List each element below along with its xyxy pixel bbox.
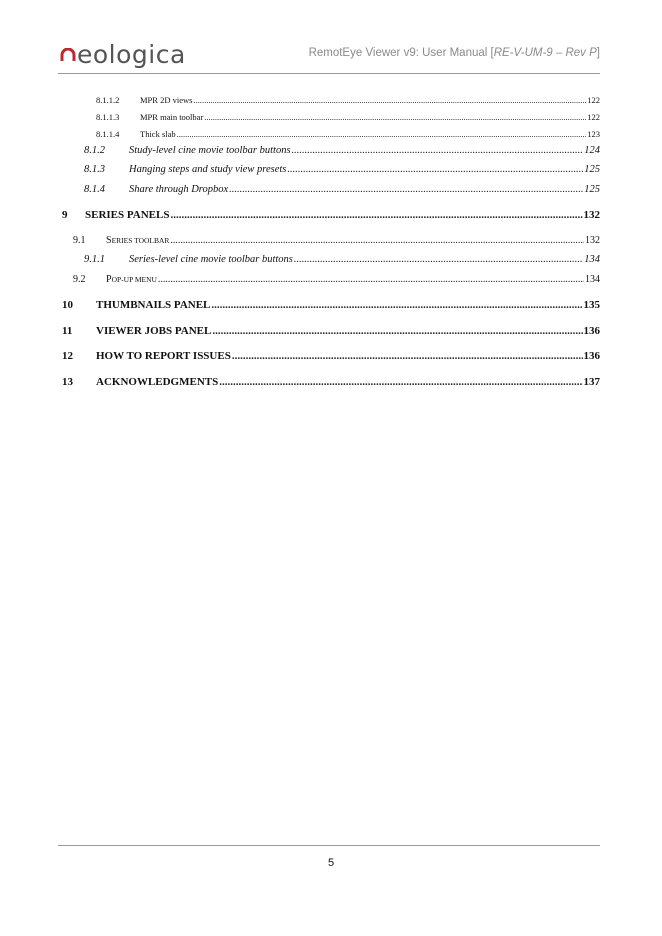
toc-entry[interactable]	[62, 350, 600, 362]
toc-number: 9.2	[73, 274, 86, 285]
toc-number: 9.1	[73, 235, 86, 246]
toc-number: 8.1.1.2	[96, 95, 120, 105]
toc-title: THUMBNAILS PANEL	[96, 299, 211, 311]
company-logo	[60, 40, 186, 70]
toc-page: 124	[584, 145, 600, 156]
toc-number: 8.1.1.4	[96, 129, 120, 139]
toc-page: 125	[584, 184, 600, 195]
toc-leader	[170, 235, 584, 246]
toc-entry[interactable]	[96, 112, 600, 122]
toc-number: 8.1.1.3	[96, 112, 120, 122]
toc-title: HOW TO REPORT ISSUES	[96, 350, 231, 362]
toc-title-initial: S	[106, 235, 112, 246]
toc-number: 11	[62, 325, 73, 337]
toc-entry[interactable]	[84, 164, 600, 175]
toc-page: 122	[587, 112, 600, 122]
toc-number: 9.1.1	[84, 254, 105, 265]
toc-entry[interactable]	[96, 95, 600, 105]
toc-leader	[292, 145, 584, 156]
header-divider	[58, 73, 600, 74]
toc-number: 13	[62, 376, 73, 388]
toc-title-initial: P	[106, 274, 112, 285]
toc-title: VIEWER JOBS PANEL	[96, 325, 212, 337]
toc-number: 9	[62, 209, 68, 221]
toc-leader	[287, 164, 583, 175]
toc-page: 136	[583, 325, 600, 337]
toc-title: Series-level cine movie toolbar buttons	[129, 254, 293, 265]
toc-entry[interactable]	[73, 274, 600, 285]
title-main: RemotEye Viewer v9: User Manual [	[308, 47, 494, 59]
toc-title: SERIES PANELS	[85, 209, 170, 221]
toc-entry[interactable]	[73, 235, 600, 246]
toc-leader	[204, 112, 586, 122]
toc-page: 132	[585, 235, 600, 246]
toc-entry[interactable]	[84, 184, 600, 195]
toc-leader	[158, 274, 584, 285]
toc-page: 134	[585, 274, 600, 285]
footer-divider	[58, 845, 600, 846]
toc-leader	[212, 325, 582, 337]
toc-entry[interactable]	[62, 299, 600, 311]
toc-title: Thick slab	[140, 129, 176, 139]
toc-leader	[294, 254, 583, 265]
document-code: RE-V-UM-9 – Rev P	[493, 47, 597, 59]
toc-page: 134	[584, 254, 600, 265]
toc-number: 8.1.3	[84, 164, 105, 175]
toc-page: 125	[584, 164, 600, 175]
page-number: 5	[327, 857, 335, 869]
toc-entry[interactable]	[84, 145, 600, 156]
toc-leader	[193, 95, 586, 105]
toc-title: Study-level cine movie toolbar buttons	[129, 145, 291, 156]
toc-title: ACKNOWLEDGMENTS	[96, 376, 219, 388]
toc-page: 132	[583, 209, 600, 221]
toc-number: 12	[62, 350, 73, 362]
toc-title: Share through Dropbox	[129, 184, 229, 195]
toc-entry[interactable]	[84, 254, 600, 265]
document-title	[309, 47, 600, 59]
toc-entry[interactable]	[62, 209, 600, 221]
toc-title	[106, 274, 157, 285]
toc-entry[interactable]	[62, 376, 600, 388]
logo-wordmark-visible: eologica	[77, 40, 186, 69]
toc-page: 137	[583, 376, 600, 388]
toc-title: MPR 2D views	[140, 95, 193, 105]
toc-number: 8.1.4	[84, 184, 105, 195]
toc-leader	[211, 299, 582, 311]
toc-number: 8.1.2	[84, 145, 105, 156]
toc-title	[106, 235, 169, 246]
toc-leader	[170, 209, 582, 221]
page-header	[60, 36, 600, 76]
toc-title: MPR main toolbar	[140, 112, 204, 122]
toc-title-rest: OP-UP MENU	[111, 275, 157, 284]
toc-page: 122	[587, 95, 600, 105]
toc-leader	[219, 376, 582, 388]
toc-leader	[177, 129, 587, 139]
toc-leader	[232, 350, 583, 362]
toc-page: 123	[587, 129, 600, 139]
title-end: ]	[596, 47, 600, 59]
toc-entry[interactable]	[96, 129, 600, 139]
toc-title-rest: ERIES TOOLBAR	[111, 236, 170, 245]
toc-title: Hanging steps and study view presets	[129, 164, 287, 175]
toc-page: 135	[583, 299, 600, 311]
toc-entry[interactable]	[62, 325, 600, 337]
toc-leader	[229, 184, 583, 195]
toc-number: 10	[62, 299, 73, 311]
toc-page: 136	[583, 350, 600, 362]
